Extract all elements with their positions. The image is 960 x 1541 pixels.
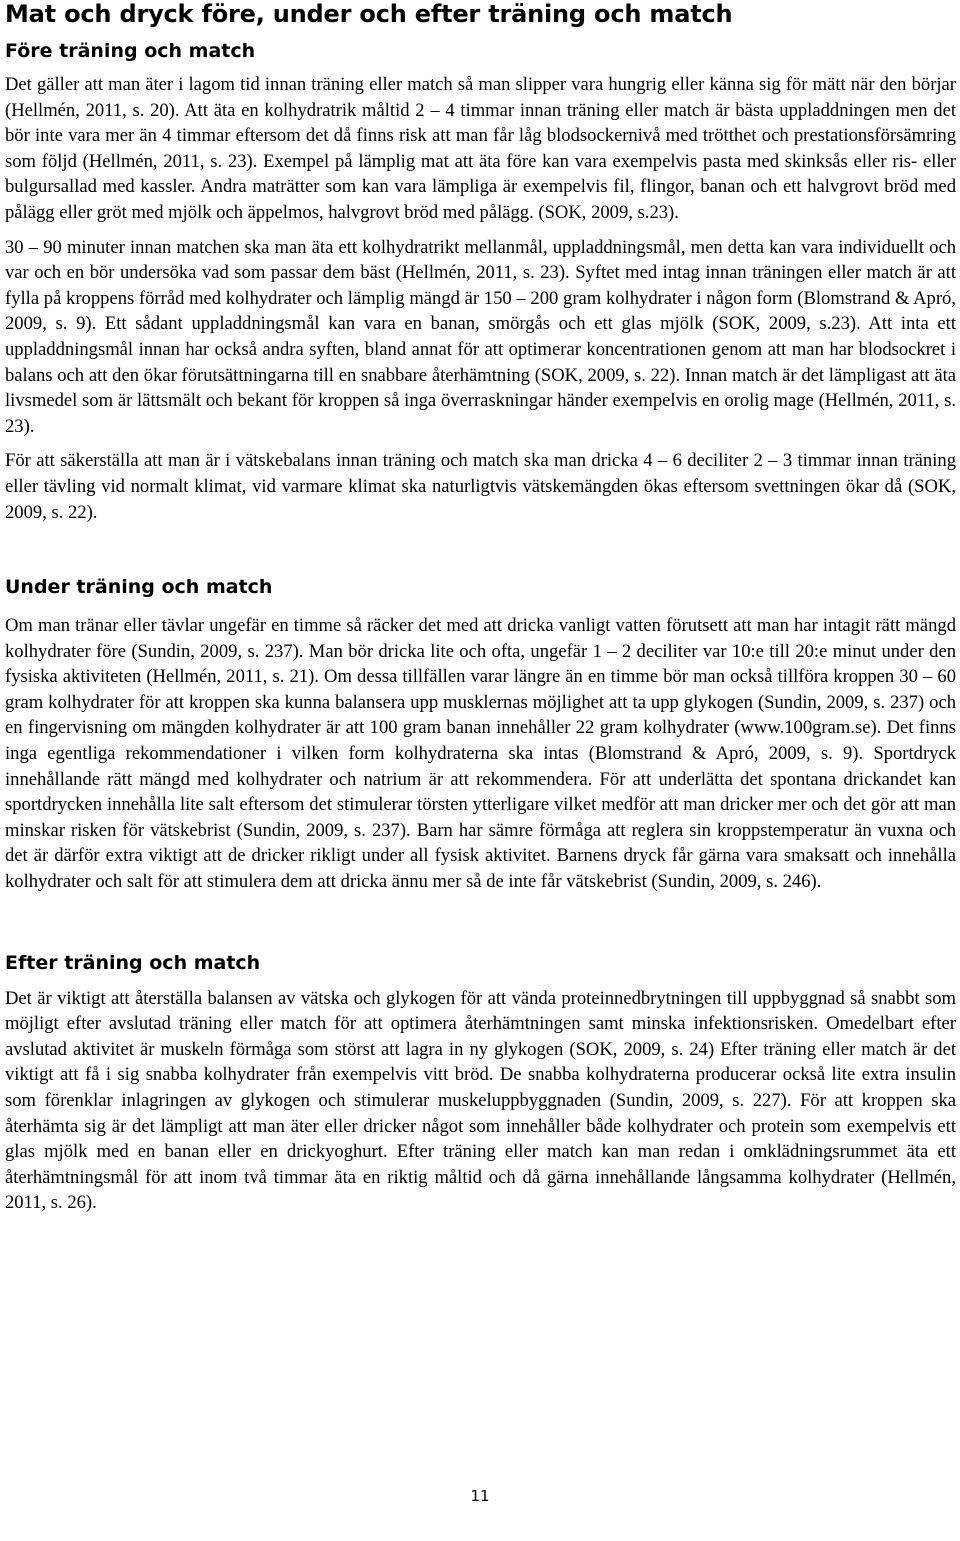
paragraph: Det gäller att man äter i lagom tid innan träning eller match så man slipper vara hungrig eller känna sig för mätt när den börjar (Hellmén, 2011, s. 20). Att äta en kolhydratrik måltid 2 – 4 timmar innan träning eller match är bästa uppladdningen men det bör inte vara mer än 4 timmar eftersom det då finns risk att man får låg blodsockernivå med trötthet och prestationsförsämring som följd (Hellmén, 2011, s. 23). Exempel på lämplig mat att äta före kan vara exempelvis pasta med skinksås eller ris- eller bulgursallad med kassler. Andra maträtter som kan vara lämpliga är exempelvis fil, flingor, banan och ett halvgrovt bröd med pålägg eller gröt med mjölk och äppelmos, halvgrovt bröd med pålägg. (SOK, 2009, s.23). [5, 74, 956, 223]
paragraph: 30 – 90 minuter innan matchen ska man äta ett kolhydratrikt mellanmål, uppladdningsmål, men detta kan vara individuellt och var och en bör undersöka vad som passar dem bäst (Hellmén, 2011, s. 23). Syftet med intag innan träningen eller match är att fylla på kroppens förråd med kolhydrater och lämplig mängd är 150 – 200 gram kolhydrater i någon form (Blomstrand & Apró, 2009, s. 9). Ett sådant uppladdningsmål kan vara en banan, smörgås och ett glas mjölk (SOK, 2009, s.23). Att inta ett uppladdningsmål innan har också andra syften, bland annat för att optimerar koncentrationen genom att man har blodsockret i balans och att den ökar förutsättningarna till en snabbare återhämtning (SOK, 2009, s. 22). Innan match är det lämpligast att äta livsmedel som är lättsmält och bekant för kroppen så inga överraskningar händer exempelvis en orolig mage (Hellmén, 2011, s. 23). [5, 236, 956, 437]
section-during [5, 575, 956, 895]
page-number: 11 [470, 1487, 490, 1505]
paragraph: För att säkerställa att man är i vätskebalans innan träning och match ska man dricka 4 – 6 deciliter 2 – 3 timmar innan träning eller tävling vid normalt klimat, vid varmare klimat ska naturligtvis vätskemängden ökas eftersom svettningen ökar då (SOK, 2009, s. 22). [5, 450, 956, 523]
document-title: Mat och dryck före, under och efter träning och match [5, 0, 733, 28]
paragraph: Det är viktigt att återställa balansen av vätska och glykogen för att vända proteinnedbrytningen till uppbyggnad så snabbt som möjligt efter avslutad träning eller match för att optimera återhämtningen samt minska infektionsrisken. Omedelbart efter avslutad aktivitet är muskeln förmåga som störst att lagra in ny glykogen (SOK, 2009, s. 24) Efter träning eller match är det viktigt att få i sig snabba kolhydrater från exempelvis vitt bröd. De snabba kolhydraterna producerar också lite extra insulin som förenklar inlagringen av glykogen och stimulerar muskeluppbyggnaden (Sundin, 2009, s. 227). För att kroppen ska återhämta sig är det lämpligt att man äter eller dricker något som innehåller både kolhydrater och protein som exempelvis ett glas mjölk med en banan eller en drickyoghurt. Efter träning eller match kan man redan i omklädningsrummet äta ett återhämtningsmål för att inom två timmar äta en riktig måltid och då gärna innehållande långsamma kolhydrater (Hellmén, 2011, s. 26). [5, 987, 956, 1214]
section-after [5, 951, 956, 1216]
section-before [5, 39, 956, 525]
section-heading-before: Före träning och match [5, 40, 256, 62]
document-page [5, 0, 956, 1225]
paragraph: Om man tränar eller tävlar ungefär en timme så räcker det med att dricka vanligt vatten förutsett att man har intagit rätt mängd kolhydrater före (Sundin, 2009, s. 237). Man bör dricka lite och ofta, ungefär 1 – 2 deciliter var 10:e till 20:e minut under den fysiska aktiviteten (Hellmén, 2011, s. 21). Om dessa tillfällen varar längre än en timme bör man också tillföra kroppen 30 – 60 gram kolhydrater för att kroppen ska kunna balansera upp musklernas möjlighet att ta upp glykogen (Sundin, 2009, s. 237) och en fingervisning om mängden kolhydrater är att 100 gram banan innehåller 22 gram kolhydrater (www.100gram.se). Det finns inga egentliga rekommendationer i vilken form kolhydraterna ska intas (Blomstrand & Apró, 2009, s. 9). Sportdryck innehållande rätt mängd med kolhydrater och natrium är att rekommendera. För att underlätta det spontana drickandet kan sportdrycken innehålla lite salt eftersom det stimulerar törsten ytterligare vilket medför att man dricker mer och det gör att man minskar risken för vätskebrist (Sundin, 2009, s. 237). Barn har sämre förmåga att reglera sin kroppstemperatur än vuxna och det är därför extra viktigt att de dricker rikligt under all fysisk aktivitet. Barnens dryck får gärna vara smaksatt och innehålla kolhydrater och salt för att stimulera dem att dricka ännu mer så de inte får vätskebrist (Sundin, 2009, s. 246). [5, 615, 956, 893]
section-heading-after: Efter träning och match [5, 951, 261, 974]
section-heading-during: Under träning och match [5, 576, 273, 599]
